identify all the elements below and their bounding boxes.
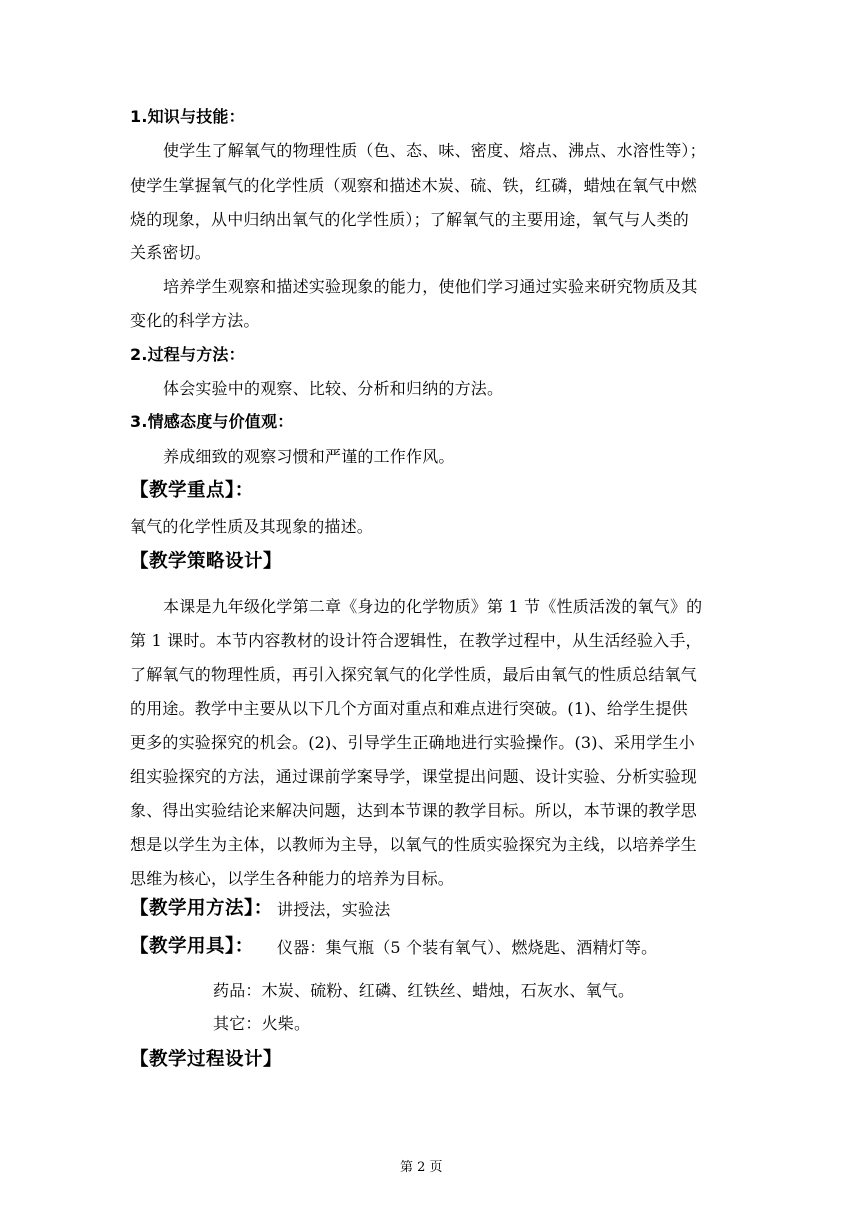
paragraph-line: 使学生了解氧气的物理性质（色、态、味、密度、熔点、沸点、水溶性等）； — [163, 141, 706, 160]
heading-tools: 【教学用具】： — [130, 936, 254, 957]
section-title-knowledge: 1.知识与技能： — [130, 107, 245, 126]
paragraph-line: 使学生掌握氧气的化学性质（观察和描述木炭、硫、铁，红磷，蜡烛在氧气中燃 — [130, 176, 698, 195]
paragraph-line: 培养学生观察和描述实验现象的能力，使他们学习通过实验来研究物质及其 — [163, 277, 698, 296]
paragraph-line: 本课是九年级化学第二章《身边的化学物质》第 1 节《性质活泼的氧气》的 — [163, 597, 703, 616]
paragraph-line: 组实验探究的方法，通过课前学案导学，课堂提出问题、设计实验、分析实验现 — [130, 767, 698, 786]
paragraph-line: 想是以学生为主体，以教师为主导，以氧气的性质实验探究为主线，以培养学生 — [130, 835, 698, 854]
tools-other: 其它：火柴。 — [213, 1014, 311, 1033]
section-title-process: 2.过程与方法： — [130, 345, 245, 364]
heading-strategy: 【教学策略设计】 — [130, 551, 283, 572]
heading-process-design: 【教学过程设计】 — [130, 1049, 283, 1070]
methods-text: 讲授法，实验法 — [277, 900, 391, 919]
heading-key-points: 【教学重点】： — [130, 480, 254, 501]
paragraph-line: 第 1 课时。本节内容教材的设计符合逻辑性，在教学过程中，从生活经验入手， — [130, 631, 702, 650]
paragraph-line: 氧气的化学性质及其现象的描述。 — [130, 517, 374, 536]
paragraph-line: 养成细致的观察习惯和严谨的工作作风。 — [163, 447, 455, 466]
tools-drugs: 药品：木炭、硫粉、红磷、红铁丝、蜡烛，石灰水、氧气。 — [213, 981, 635, 1000]
paragraph-line: 象、得出实验结论来解决问题，达到本节课的教学目标。所以，本节课的教学思 — [130, 801, 698, 820]
paragraph-line: 了解氧气的物理性质，再引入探究氧气的化学性质，最后由氧气的性质总结氧气 — [130, 665, 698, 684]
section-title-emotion: 3.情感态度与价值观： — [130, 412, 294, 431]
paragraph-line: 关系密切。 — [130, 243, 212, 262]
paragraph-line: 的用途。教学中主要从以下几个方面对重点和难点进行突破。(1)、给学生提供 — [130, 699, 688, 718]
paragraph-line: 变化的科学方法。 — [130, 311, 260, 330]
paragraph-line: 思维为核心，以学生各种能力的培养为目标。 — [130, 869, 455, 888]
tools-text: 仪器：集气瓶（5 个装有氧气）、燃烧匙、酒精灯等。 — [277, 938, 658, 957]
page-number: 第 2 页 — [400, 1160, 443, 1175]
paragraph-line: 烧的现象，从中归纳出氧气的化学性质）；了解氧气的主要用途，氧气与人类的 — [130, 210, 690, 229]
heading-methods: 【教学用方法】： — [130, 898, 273, 919]
paragraph-line: 更多的实验探究的机会。(2)、引导学生正确地进行实验操作。(3)、采用学生小 — [130, 733, 695, 752]
paragraph-line: 体会实验中的观察、比较、分析和归纳的方法。 — [163, 379, 504, 398]
